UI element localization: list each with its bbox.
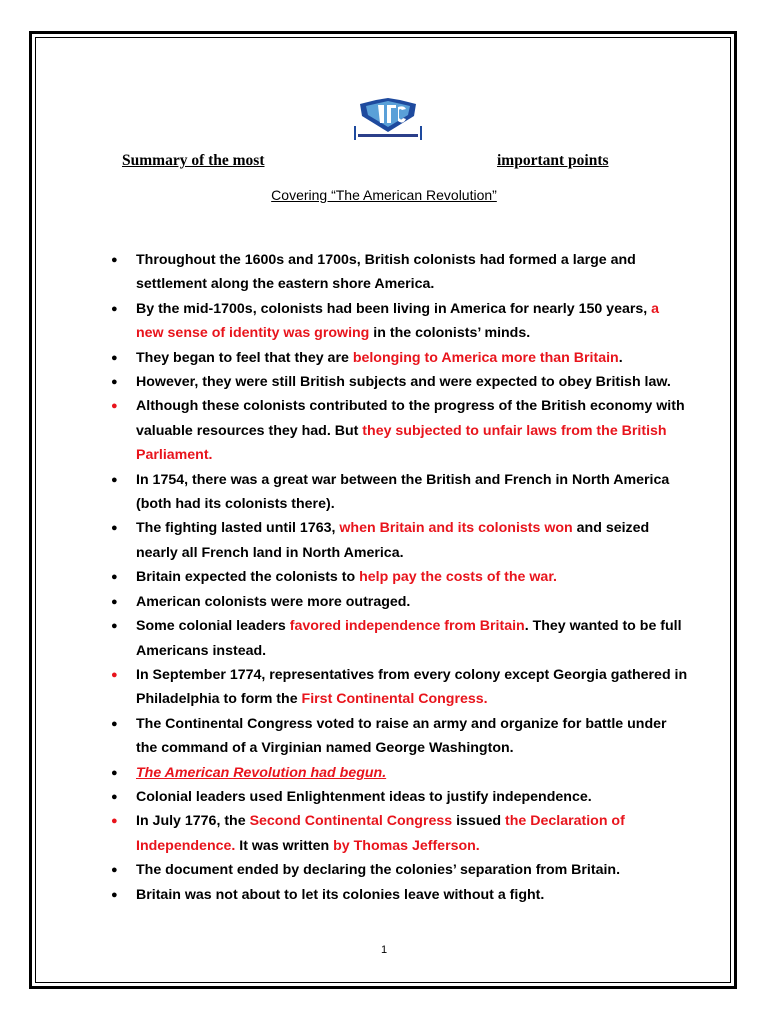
bullet-text: The Continental Congress voted to raise an army and organize for battle under the command of a Virginian named George Washington.	[136, 715, 667, 757]
bullet-item	[108, 565, 688, 589]
bullet-item	[108, 858, 688, 882]
bullet-dot: ●	[111, 620, 118, 633]
bullet-item	[108, 248, 688, 297]
bullet-item	[108, 883, 688, 907]
highlighted-text: they subjected to unfair laws from the British Parliament.	[136, 422, 667, 464]
bullet-text: American colonists were more outraged.	[136, 593, 411, 610]
bullet-item	[108, 346, 688, 370]
bullet-dot: ●	[111, 888, 118, 901]
bullet-text: Throughout the 1600s and 1700s, British colonists had formed a large and settlement along the eastern shore America.	[136, 252, 636, 293]
bullet-dot: ●	[111, 302, 118, 315]
bullet-item	[108, 663, 688, 712]
bullet-text: and seized nearly all French land in North America.	[136, 520, 650, 561]
bullet-text: In July 1776, the	[136, 813, 250, 830]
highlighted-text: by Thomas Jefferson.	[333, 837, 480, 854]
highlighted-text: favored independence from Britain	[289, 618, 525, 635]
bullet-text: However, they were still British subjects and were expected to obey British law.	[136, 374, 671, 391]
bullet-item	[108, 468, 688, 517]
bullet-item	[108, 712, 688, 761]
bullet-item	[108, 370, 688, 394]
highlighted-text: Second Continental Congress	[249, 813, 453, 830]
bullet-text: By the mid-1700s, colonists had been living in America for nearly 150 years,	[136, 300, 652, 317]
highlighted-text: help pay the costs of the war.	[359, 569, 557, 586]
bullet-dot: ●	[111, 595, 118, 608]
highlighted-text: The American Revolution had begun.	[136, 764, 387, 781]
bullet-text: Colonial leaders used Enlightenment ideas to justify independence.	[136, 788, 592, 805]
bullet-text: Although these colonists contributed to the progress of the British economy with valuable resources they had. But	[136, 398, 685, 439]
bullet-item	[108, 785, 688, 809]
highlighted-text: First Continental Congress.	[301, 691, 488, 708]
bullet-text: Britain expected the colonists to	[136, 569, 360, 586]
document-subtitle: Covering “The American Revolution”	[271, 187, 497, 203]
bullet-dot: ●	[111, 376, 118, 389]
bullet-dot: ●	[111, 790, 118, 803]
bullet-text: .	[618, 349, 623, 366]
bullet-dot: ●	[111, 400, 118, 413]
bullet-dot: ●	[111, 351, 118, 364]
bullet-text: Britain was not about to let its colonies leave without a fight.	[136, 886, 545, 903]
bullet-item	[108, 297, 688, 346]
bullet-dot: ●	[111, 473, 118, 486]
bullet-text: . They wanted to be full Americans instead.	[136, 618, 682, 659]
bullet-text: They began to feel that they are	[136, 349, 353, 366]
bullet-dot: ●	[111, 571, 118, 584]
bullet-dot: ●	[111, 668, 118, 681]
summary-bullet-list	[108, 248, 688, 907]
bullet-text: It was written	[235, 837, 334, 854]
page-number: 1	[380, 944, 388, 956]
bullet-item	[108, 614, 688, 663]
bullet-text: Some colonial leaders	[136, 618, 290, 635]
highlighted-text: belonging to America more than Britain	[352, 349, 619, 366]
bullet-item	[108, 516, 688, 565]
heading-right: important points	[497, 152, 609, 169]
bullet-text: The fighting lasted until 1763,	[136, 520, 340, 537]
highlighted-text: a new sense of identity was growing	[136, 300, 660, 342]
bullet-item	[108, 590, 688, 614]
highlighted-text: when Britain and its colonists won	[339, 520, 573, 537]
bullet-text: The document ended by declaring the colonies’ separation from Britain.	[136, 862, 621, 879]
bullet-text: in the colonists’ minds.	[369, 325, 531, 342]
bullet-text: In 1754, there was a great war between the British and French in North America (both had its colonists there).	[136, 471, 670, 513]
bullet-item	[108, 761, 688, 785]
bullet-dot: ●	[111, 864, 118, 877]
bullet-item	[108, 394, 688, 467]
heading-left: Summary of the most	[122, 152, 265, 169]
bullet-dot: ●	[111, 717, 118, 730]
bullet-item	[108, 809, 688, 858]
bullet-text: issued	[452, 813, 505, 830]
bullet-text: In September 1774, representatives from every colony except Georgia gathered in Philadelphia to form the	[136, 666, 688, 708]
bullet-dot: ●	[111, 254, 118, 266]
bullet-dot: ●	[111, 522, 118, 535]
highlighted-text: the Declaration of Independence.	[136, 813, 625, 854]
college-logo	[354, 96, 422, 142]
bullet-dot: ●	[111, 815, 118, 828]
bullet-dot: ●	[111, 766, 118, 779]
